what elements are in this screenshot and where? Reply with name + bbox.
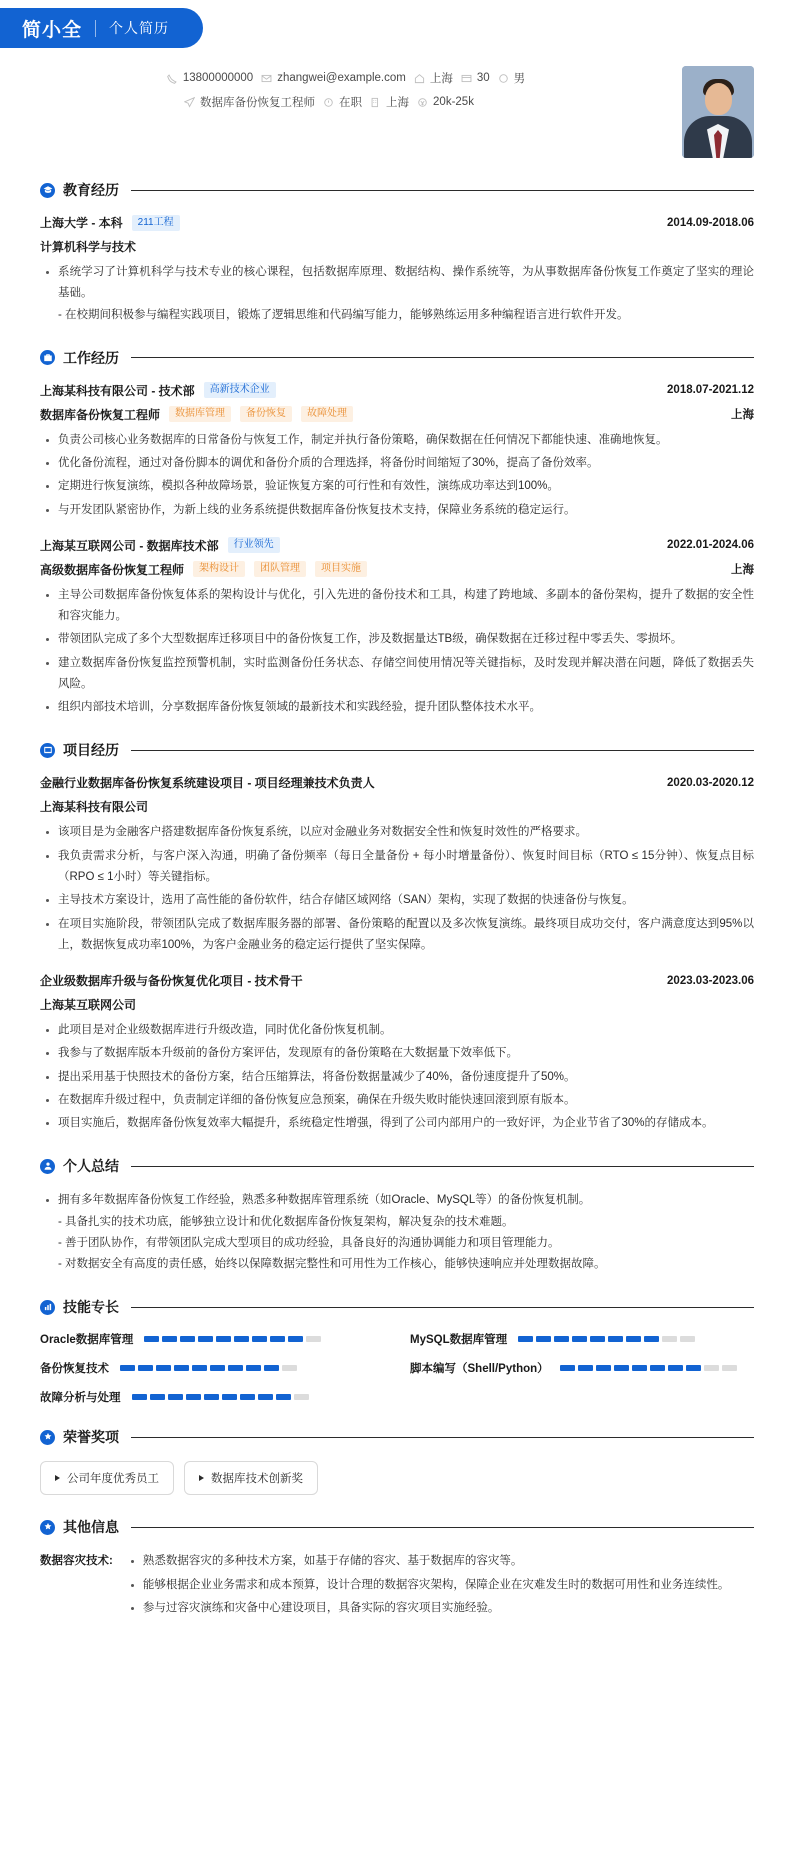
entry-left <box>40 214 180 231</box>
chart-icon <box>40 1300 55 1315</box>
section-skills <box>0 1297 794 1405</box>
entry-subheader <box>40 406 754 423</box>
contact-item <box>461 72 490 84</box>
entry-left <box>40 561 367 578</box>
bullet-item: 我负责需求分析，与客户深入沟通，明确了备份频率（每日全量备份 + 每小时增量备份）、恢复时间目标（RTO ≤ 15分钟）、恢复点目标（RPO ≤ 1小时）等关键指标。 <box>40 846 754 889</box>
bullet-item: 与开发团队紧密协作，为新上线的业务系统提供数据库备份恢复技术支持，保障业务系统的稳定运行。 <box>40 500 754 521</box>
skill-segment <box>156 1365 171 1371</box>
section-rule <box>131 1527 754 1528</box>
section-title: 工作经历 <box>63 349 119 366</box>
tag: 211工程 <box>132 215 180 231</box>
skill-segment <box>120 1365 135 1371</box>
work-bullets <box>40 430 754 521</box>
skill-segment <box>198 1336 213 1342</box>
job-role: 数据库备份恢复工程师 <box>40 407 161 422</box>
section-title: 荣誉奖项 <box>63 1429 119 1446</box>
project-entry <box>40 972 754 1134</box>
skill-segment <box>162 1336 177 1342</box>
tag: 团队管理 <box>254 561 306 577</box>
summary-bullets <box>40 1190 754 1275</box>
work-entry <box>40 537 754 719</box>
entry-header <box>40 382 754 399</box>
other-info-label: 数据容灾技术: <box>40 1555 113 1568</box>
section-header <box>40 348 754 368</box>
section-header <box>40 1297 754 1317</box>
skill-level-bar <box>132 1394 309 1400</box>
date-range: 2014.09-2018.06 <box>667 216 754 229</box>
skill-segment <box>704 1365 719 1371</box>
project-icon <box>40 743 55 758</box>
bullet-item: 建立数据库备份恢复监控预警机制，实时监测备份任务状态、存储空间使用情况等关键指标，及时发现并解决潜在问题，降低了数据丢失风险。 <box>40 653 754 696</box>
skill-segment <box>138 1365 153 1371</box>
skill-item <box>410 1331 754 1347</box>
award-chip[interactable] <box>40 1461 174 1495</box>
tag: 高新技术企业 <box>204 382 276 398</box>
bullet-item: 组织内部技术培训，分享数据库备份恢复领域的最新技术和实践经验，提升团队整体技术水平。 <box>40 697 754 718</box>
send-icon <box>184 97 195 108</box>
tag: 架构设计 <box>193 561 245 577</box>
skill-segment <box>150 1394 165 1400</box>
contact-text: 上海 <box>429 73 453 85</box>
phone-icon <box>167 73 178 84</box>
section-other <box>0 1517 794 1621</box>
skill-segment <box>186 1394 201 1400</box>
skill-label: MySQL数据库管理 <box>410 1334 508 1347</box>
section-header <box>40 1427 754 1447</box>
bullet-item: 拥有多年数据库备份恢复工作经验，熟悉多种数据库管理系统（如Oracle、MySQL等）的备份恢复机制。 - 具备扎实的技术功底，能够独立设计和优化数据库备份恢复架构，解决复杂的技术难题。 - 善于团队协作，有带领团队完成大型项目的成功经验，具备良好的沟通协调能力和项目管理能力。 - 对数据安全有高度的责任感，始终以保障数据完整性和可用性为工作核心，能够快速响应并处理数据故障。 <box>40 1190 754 1275</box>
bullet-item: 系统学习了计算机科学与技术专业的核心课程，包括数据库原理、数据结构、操作系统等，为从事数据库备份恢复工作奠定了坚实的理论基础。 - 在校期间积极参与编程实践项目，锻炼了逻辑思维和代码编写能力，能够熟练运用多种编程语言进行软件开发。 <box>40 262 754 326</box>
award-chip[interactable] <box>184 1461 318 1495</box>
skill-segment <box>590 1336 605 1342</box>
section-rule <box>131 1437 754 1438</box>
briefcase-icon <box>40 350 55 365</box>
contact-text: 在职 <box>339 97 363 109</box>
skill-segment <box>282 1365 297 1371</box>
header-banner <box>0 0 794 48</box>
bullet-item: 该项目是为金融客户搭建数据库备份恢复系统，以应对金融业务对数据安全性和恢复时效性的严格要求。 <box>40 822 754 843</box>
skill-segment <box>264 1365 279 1371</box>
contact-text: zhangwei@example.com <box>277 72 406 84</box>
section-rule <box>131 357 754 358</box>
skill-segment <box>686 1365 701 1371</box>
skill-segment <box>132 1394 147 1400</box>
date-range: 2022.01-2024.06 <box>667 539 754 552</box>
skill-segment <box>258 1394 273 1400</box>
skill-segment <box>668 1365 683 1371</box>
education-entries <box>40 214 754 326</box>
education-bullets <box>40 262 754 326</box>
bullet-item: 主导技术方案设计，选用了高性能的备份软件，结合存储区域网络（SAN）架构，实现了数据的快速备份与恢复。 <box>40 890 754 911</box>
major-name: 计算机科学与技术 <box>40 240 137 254</box>
contact-item <box>323 94 362 110</box>
bullet-item: 定期进行恢复演练，模拟各种故障场景，验证恢复方案的可行性和有效性，演练成功率达到100%。 <box>40 476 754 497</box>
skill-segment <box>632 1365 647 1371</box>
banner-subtitle: 个人简历 <box>109 20 170 36</box>
skill-segment <box>722 1365 737 1371</box>
skill-item <box>40 1389 384 1405</box>
bullet-item: 此项目是对企业级数据库进行升级改造，同时优化备份恢复机制。 <box>40 1020 754 1041</box>
section-title: 项目经历 <box>63 742 119 759</box>
bullet-item: 在数据库升级过程中，负责制定详细的备份恢复应急预案，确保在升级失败时能快速回滚到原有版本。 <box>40 1090 754 1111</box>
skill-segment <box>644 1336 659 1342</box>
skill-segment <box>216 1336 231 1342</box>
skill-segment <box>276 1394 291 1400</box>
entry-subheader <box>40 561 754 578</box>
skill-segment <box>222 1394 237 1400</box>
skill-segment <box>288 1336 303 1342</box>
contact-text: 30 <box>476 72 490 84</box>
contact-item <box>417 96 474 108</box>
section-rule <box>131 1307 754 1308</box>
entry-left <box>40 382 276 399</box>
section-title: 个人总结 <box>63 1158 119 1175</box>
gender-icon <box>498 73 509 84</box>
bullet-item: 能够根据企业业务需求和成本预算，设计合理的数据容灾架构，保障企业在灾难发生时的数据可用性和业务连续性。 <box>125 1575 754 1596</box>
money-icon <box>417 97 428 108</box>
other-rows <box>40 1551 754 1621</box>
education-entry <box>40 214 754 326</box>
skill-segment <box>240 1394 255 1400</box>
awards-list <box>40 1461 754 1495</box>
skill-segment <box>294 1394 309 1400</box>
entry-left <box>40 774 375 791</box>
skill-segment <box>270 1336 285 1342</box>
skill-label: 脚本编写（Shell/Python） <box>410 1363 549 1376</box>
section-rule <box>131 190 754 191</box>
other-info-row <box>40 1551 754 1621</box>
building-icon <box>370 97 381 108</box>
section-awards <box>0 1427 794 1495</box>
entry-header <box>40 972 754 989</box>
project-name: 金融行业数据库备份恢复系统建设项目 - 项目经理兼技术负责人 <box>40 776 375 791</box>
bullet-item: 项目实施后，数据库备份恢复效率大幅提升，系统稳定性增强，得到了公司内部用户的一致好评，为企业节省了30%的存储成本。 <box>40 1113 754 1134</box>
section-header <box>40 1517 754 1537</box>
project-company: 上海某互联网公司 <box>40 998 137 1013</box>
skill-segment <box>554 1336 569 1342</box>
skill-segment <box>234 1336 249 1342</box>
section-title: 技能专长 <box>63 1299 119 1316</box>
bullet-item: 负责公司核心业务数据库的日常备份与恢复工作，制定并执行备份策略，确保数据在任何情况下都能快速、准确地恢复。 <box>40 430 754 451</box>
school-name: 上海大学 - 本科 <box>40 216 123 230</box>
user-icon <box>40 1159 55 1174</box>
contact-text: 男 <box>513 73 526 85</box>
other-bullets <box>125 1551 754 1619</box>
banner-divider <box>95 20 96 37</box>
section-rule <box>131 1166 754 1167</box>
bullet-item: 参与过容灾演练和灾备中心建设项目，具备实际的容灾项目实施经验。 <box>125 1598 754 1619</box>
status-icon <box>323 97 334 108</box>
candidate-name: 简小全 <box>22 19 83 41</box>
skill-segment <box>560 1365 575 1371</box>
contact-row-secondary <box>40 94 682 110</box>
work-entries <box>40 382 754 719</box>
contact-text: 20k-25k <box>433 96 474 108</box>
contact-photo-area <box>0 48 794 158</box>
entry-header <box>40 774 754 791</box>
job-role: 高级数据库备份恢复工程师 <box>40 562 185 577</box>
skill-segment <box>228 1365 243 1371</box>
skill-segment <box>578 1365 593 1371</box>
bullet-item: 优化备份流程，通过对备份脚本的调优和备份介质的合理选择，将备份时间缩短了30%，提高了备份效率。 <box>40 453 754 474</box>
contact-text: 13800000000 <box>182 72 254 84</box>
skill-segment <box>246 1365 261 1371</box>
section-title: 教育经历 <box>63 182 119 198</box>
project-bullets <box>40 1020 754 1134</box>
contact-item <box>498 70 526 86</box>
skill-segment <box>626 1336 641 1342</box>
job-location: 上海 <box>731 564 754 577</box>
project-bullets <box>40 822 754 956</box>
contact-block <box>40 66 682 118</box>
section-rule <box>131 750 754 751</box>
company-name: 上海某互联网公司 - 数据库技术部 <box>40 538 219 553</box>
contact-item <box>370 94 409 110</box>
skill-segment <box>608 1336 623 1342</box>
award-label: 公司年度优秀员工 <box>67 1473 159 1486</box>
skill-label: 故障分析与处理 <box>40 1392 121 1405</box>
skill-item <box>410 1360 754 1376</box>
other-info-body <box>125 1551 754 1621</box>
contact-item <box>167 72 253 84</box>
project-name: 企业级数据库升级与备份恢复优化项目 - 技术骨干 <box>40 974 303 989</box>
section-summary <box>0 1156 794 1275</box>
skill-segment <box>204 1394 219 1400</box>
skill-level-bar <box>120 1365 297 1371</box>
contact-item <box>184 94 315 110</box>
name-badge <box>0 8 203 48</box>
avatar <box>682 66 754 158</box>
skill-segment <box>680 1336 695 1342</box>
skill-segment <box>252 1336 267 1342</box>
contact-text: 上海 <box>386 97 410 109</box>
bullet-item: 提出采用基于快照技术的备份方案，结合压缩算法，将备份数据量减少了40%，备份速度提升了50%。 <box>40 1067 754 1088</box>
date-range: 2020.03-2020.12 <box>667 776 754 789</box>
skill-segment <box>306 1336 321 1342</box>
skill-segment <box>614 1365 629 1371</box>
skill-level-bar <box>144 1336 321 1342</box>
bullet-item: 我参与了数据库版本升级前的备份方案评估，发现原有的备份策略在大数据量下效率低下。 <box>40 1043 754 1064</box>
project-entries <box>40 774 754 1134</box>
bullet-item: 带领团队完成了多个大型数据库迁移项目中的备份恢复工作，涉及数据量达TB级，确保数据在迁移过程中零丢失、零损坏。 <box>40 629 754 650</box>
award-label: 数据库技术创新奖 <box>211 1473 303 1486</box>
skill-segment <box>210 1365 225 1371</box>
company-name: 上海某科技有限公司 - 技术部 <box>40 383 195 398</box>
bullet-item: 熟悉数据容灾的多种技术方案，如基于存储的容灾、基于数据库的容灾等。 <box>125 1551 754 1572</box>
skill-segment <box>662 1336 677 1342</box>
work-bullets <box>40 585 754 719</box>
entry-subheader <box>40 996 754 1013</box>
date-range: 2018.07-2021.12 <box>667 384 754 397</box>
entry-left <box>40 406 353 423</box>
skill-level-bar <box>560 1365 737 1371</box>
skill-label: 备份恢复技术 <box>40 1363 109 1376</box>
work-entry <box>40 382 754 521</box>
tag: 项目实施 <box>315 561 367 577</box>
section-work <box>0 348 794 719</box>
skill-segment <box>518 1336 533 1342</box>
home-icon <box>414 73 425 84</box>
tag: 备份恢复 <box>240 406 292 422</box>
id-card-icon <box>461 73 472 84</box>
mail-icon <box>261 73 272 84</box>
cap-icon <box>40 183 55 198</box>
contact-text: 数据库备份恢复工程师 <box>200 97 316 109</box>
entry-left <box>40 972 303 989</box>
job-location: 上海 <box>731 409 754 422</box>
skill-item <box>40 1331 384 1347</box>
date-range: 2023.03-2023.06 <box>667 974 754 987</box>
project-company: 上海某科技有限公司 <box>40 800 149 815</box>
section-header <box>40 1156 754 1176</box>
skills-grid <box>40 1331 754 1405</box>
skill-segment <box>596 1365 611 1371</box>
tag: 数据库管理 <box>169 406 231 422</box>
section-project <box>0 740 794 1134</box>
bullet-item: 主导公司数据库备份恢复体系的架构设计与优化，引入先进的备份技术和工具，构建了跨地域、多副本的备份架构，提升了数据的安全性和容灾能力。 <box>40 585 754 628</box>
contact-item <box>261 72 406 84</box>
bullet-item: 在项目实施阶段，带领团队完成了数据库服务器的部署、备份策略的配置以及多次恢复演练。最终项目成功交付，客户满意度达到95%以上，数据恢复成功率100%，为客户金融业务的稳定运行提供了坚实保障。 <box>40 914 754 957</box>
tag: 行业领先 <box>228 537 280 553</box>
skill-segment <box>650 1365 665 1371</box>
skill-segment <box>174 1365 189 1371</box>
section-header <box>40 180 754 200</box>
entry-header <box>40 537 754 554</box>
section-title: 其他信息 <box>63 1519 119 1536</box>
play-triangle-icon <box>199 1475 204 1481</box>
contact-row-primary <box>40 70 682 86</box>
project-entry <box>40 774 754 956</box>
skill-segment <box>536 1336 551 1342</box>
skill-segment <box>572 1336 587 1342</box>
entry-header <box>40 214 754 231</box>
skill-segment <box>192 1365 207 1371</box>
skill-segment <box>180 1336 195 1342</box>
play-triangle-icon <box>55 1475 60 1481</box>
skill-item <box>40 1360 384 1376</box>
skill-label: Oracle数据库管理 <box>40 1334 134 1347</box>
tag: 故障处理 <box>301 406 353 422</box>
entry-subheader <box>40 798 754 815</box>
entry-subheader <box>40 238 754 255</box>
contact-item <box>414 70 453 86</box>
skill-segment <box>144 1336 159 1342</box>
section-education <box>0 180 794 326</box>
info-icon <box>40 1520 55 1535</box>
section-header <box>40 740 754 760</box>
award-icon <box>40 1430 55 1445</box>
skill-segment <box>168 1394 183 1400</box>
skill-level-bar <box>518 1336 695 1342</box>
entry-left <box>40 537 280 554</box>
